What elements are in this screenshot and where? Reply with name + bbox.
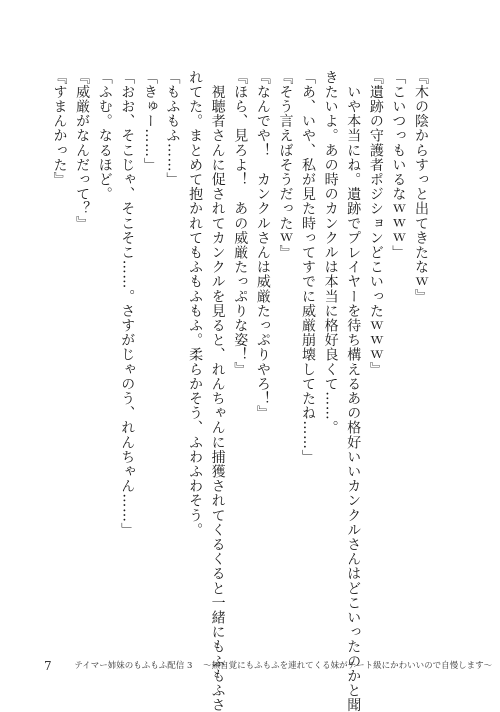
- text-line: 「もふもふ……」: [164, 70, 181, 187]
- text-line: いや本当にね。遺跡でプレイヤーを待ち構えるあの格好いいカンクルさんはどこいったのかと聞: [345, 70, 362, 712]
- text-line: れてた。まとめて抱かれてもふもふもふ。柔らかそう、ふわふわそう。: [187, 70, 204, 538]
- book-subtitle: ～無自覚にもふもふを連れてくる妹がチート級にかわいいので自慢します～: [203, 661, 493, 671]
- text-line: 「こいつっもいるなｗｗｗ」: [390, 70, 407, 260]
- text-line: 『遺跡の守護者ポジションどこいったｗｗｗ』: [367, 70, 384, 377]
- text-line: 「おお、そこじゃ、そこそこ……。さすがじゃのう、れんちゃん……」: [119, 70, 136, 538]
- text-line: 『そう言えばそうだったｗ』: [277, 70, 294, 260]
- text-line: 『木の陰からすっと出てきたなｗ』: [413, 70, 429, 304]
- text-line: 視聴者さんに促されてカンクルを見ると、れんちゃんに捕獲されてくるくると一緒にもふもふさ: [209, 70, 226, 712]
- text-line: 「きゅー……」: [141, 70, 158, 173]
- text-line: 『ほら、見ろよ！ あの威厳たっぷりな姿！』: [232, 70, 249, 377]
- text-line: 『すまんかった』: [51, 70, 68, 187]
- text-line: きたいよ。あの時のカンクルは本当に格好良くて……。: [322, 70, 339, 435]
- text-line: 「ふむ。なるほど。: [96, 70, 113, 202]
- book-title: テイマー姉妹のもふもふ配信 3: [74, 661, 193, 671]
- page-footer: [44, 658, 493, 674]
- page-number: 7: [44, 659, 52, 673]
- text-line: 「あ、いや、私が見た時ってすでに威厳崩壊してたね……」: [300, 70, 317, 465]
- text-line: 『威厳がなんだって？』: [74, 70, 91, 231]
- text-line: 『なんでや！ カンクルさんは威厳たっぷりやろ！』: [254, 70, 271, 421]
